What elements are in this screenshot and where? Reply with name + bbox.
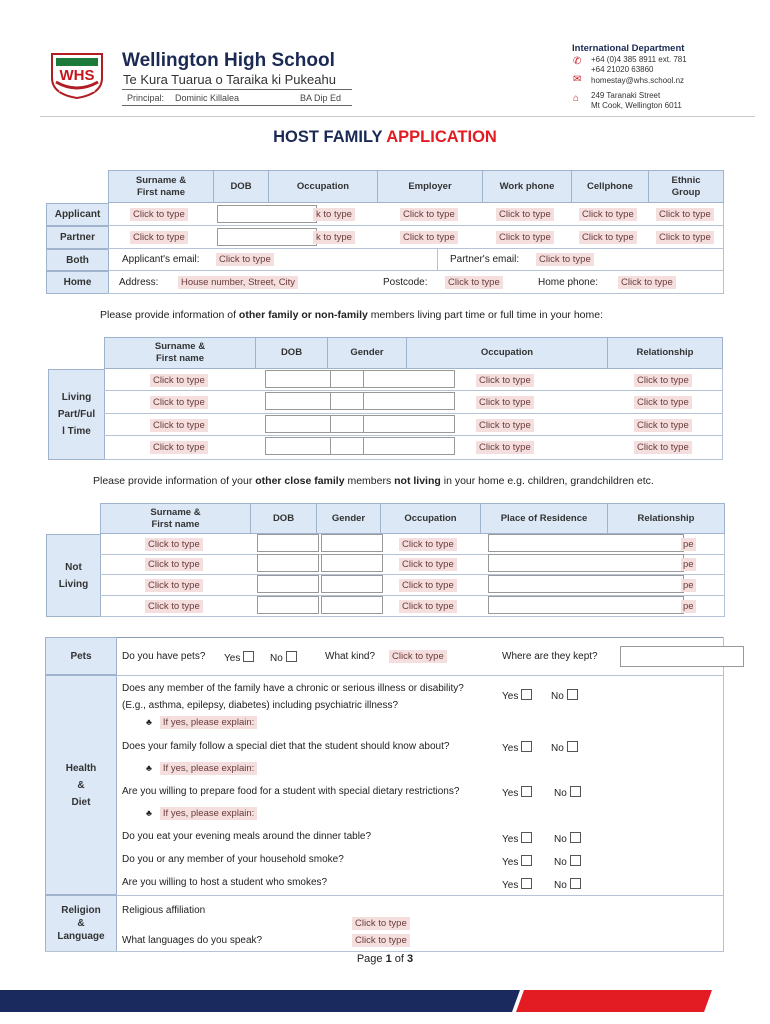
notliving-name-input-2[interactable]: Click to type — [145, 558, 203, 571]
health-q1-explain[interactable]: ♣ If yes, please explain: — [146, 717, 257, 728]
notliving-header-surname: Surname & First name — [100, 503, 251, 534]
partner-work-phone-input[interactable]: Click to type — [496, 231, 554, 244]
contact-address2: Mt Cook, Wellington 6011 — [591, 101, 682, 110]
pets-kind-label: What kind? — [325, 651, 376, 662]
title-part2: APPLICATION — [386, 128, 497, 146]
building-icon: ⌂ — [573, 93, 580, 104]
living-occupation-input-3[interactable]: Click to type — [476, 419, 534, 432]
postcode-input[interactable]: Click to type — [445, 276, 503, 289]
notliving-dob-input-3[interactable] — [257, 575, 319, 593]
living-name-input-1[interactable]: Click to type — [150, 374, 208, 387]
notliving-header-dob: DOB — [250, 503, 317, 534]
living-occupation-input-2[interactable]: Click to type — [476, 396, 534, 409]
health-label: Health & Diet — [45, 675, 117, 895]
notliving-residence-input-4[interactable] — [488, 596, 684, 614]
pets-question: Do you have pets? — [122, 651, 206, 662]
religion-label: Religion & Language — [45, 895, 117, 952]
club-icon: ♣ — [146, 808, 152, 818]
living-name-input-2[interactable]: Click to type — [150, 396, 208, 409]
pets-kind-input[interactable]: Click to type — [389, 650, 447, 663]
religion-q1: Religious affiliation — [122, 905, 206, 916]
pets-no-checkbox[interactable] — [286, 651, 297, 662]
health-q4-yes-checkbox[interactable] — [521, 832, 532, 843]
health-q4-no-checkbox[interactable] — [570, 832, 581, 843]
living-header-surname: Surname & First name — [104, 337, 256, 369]
living-gender-input-2[interactable] — [330, 392, 364, 410]
health-q6: Are you willing to host a student who smokes? — [122, 877, 328, 888]
department-title: International Department — [572, 43, 685, 54]
health-q3-no-checkbox[interactable] — [570, 786, 581, 797]
club-icon: ♣ — [146, 763, 152, 773]
applicant-email-label: Applicant's email: — [122, 254, 200, 265]
living-relationship-input-1[interactable]: Click to type — [634, 374, 692, 387]
notliving-residence-input-2[interactable] — [488, 554, 684, 572]
header-dob: DOB — [213, 170, 269, 203]
notliving-gender-input-3[interactable] — [321, 575, 383, 593]
living-header-relationship: Relationship — [607, 337, 723, 369]
notliving-dob-input-2[interactable] — [257, 554, 319, 572]
phone-icon: ✆ — [573, 56, 582, 67]
principal-quals: BA Dip Ed — [300, 93, 342, 103]
living-occupation-input-1[interactable]: Click to type — [476, 374, 534, 387]
applicant-name-input[interactable]: Click to type — [130, 208, 188, 221]
notliving-relationship-input-4[interactable]: pe — [683, 601, 694, 612]
email-icon: ✉ — [573, 74, 582, 85]
logo-motto: ACQUIRE WISDOM — [58, 88, 96, 93]
school-name: Wellington High School — [122, 50, 335, 71]
page-number: Page 1 of 3 — [356, 953, 414, 965]
living-relationship-input-3[interactable]: Click to type — [634, 419, 692, 432]
header-employer: Employer — [377, 170, 483, 203]
living-header-gender: Gender — [327, 337, 407, 369]
header-work-phone: Work phone — [482, 170, 572, 203]
pets-where-input[interactable] — [620, 646, 744, 667]
living-header-occupation: Occupation — [406, 337, 608, 369]
header-ethnic-group: Ethnic Group — [648, 170, 724, 203]
contact-phone2: +64 21020 63860 — [591, 65, 654, 74]
living-row-label: Living Part/Ful l Time — [48, 369, 105, 460]
living-gender-input-1[interactable] — [330, 370, 364, 388]
health-q5-yes-checkbox[interactable] — [521, 855, 532, 866]
partner-email-label: Partner's email: — [450, 254, 520, 265]
contact-email[interactable]: homestay@whs.school.nz — [591, 76, 685, 85]
pets-yes: Yes — [224, 651, 254, 664]
principal-name: Dominic Killalea — [175, 93, 240, 103]
partner-dob-input[interactable] — [217, 228, 317, 246]
notliving-row-label: Not Living — [46, 534, 101, 617]
notliving-occupation-input-4[interactable]: Click to type — [399, 600, 457, 613]
notliving-residence-input-1[interactable] — [488, 534, 684, 552]
health-q2-no-checkbox[interactable] — [567, 741, 578, 752]
health-q1a: Does any member of the family have a chronic or serious illness or disability? — [122, 683, 464, 694]
notliving-header-relationship: Relationship — [607, 503, 725, 534]
school-logo — [48, 48, 106, 100]
partner-email-input[interactable]: Click to type — [536, 253, 594, 266]
notliving-occupation-input-1[interactable]: Click to type — [399, 538, 457, 551]
club-icon: ♣ — [146, 717, 152, 727]
pets-yes-checkbox[interactable] — [243, 651, 254, 662]
notliving-name-input-4[interactable]: Click to type — [145, 600, 203, 613]
health-q3: Are you willing to prepare food for a student with special dietary restrictions? — [122, 786, 460, 797]
row-label-partner: Partner — [46, 226, 109, 249]
living-relationship-input-2[interactable]: Click to type — [634, 396, 692, 409]
footer-band — [0, 990, 770, 1012]
notliving-gender-input-2[interactable] — [321, 554, 383, 572]
living-relationship-input-4[interactable]: Click to type — [634, 441, 692, 454]
pets-where-label: Where are they kept? — [502, 651, 598, 662]
school-maori-name: Te Kura Tuarua o Taraika ki Pukeahu — [123, 72, 336, 87]
notliving-relationship-input-1[interactable]: pe — [683, 539, 694, 550]
health-q3-yes-checkbox[interactable] — [521, 786, 532, 797]
living-gender-input-3[interactable] — [330, 415, 364, 433]
home-phone-input[interactable]: Click to type — [618, 276, 676, 289]
page-title — [0, 128, 770, 147]
health-q2-explain[interactable]: ♣ If yes, please explain: — [146, 763, 257, 774]
header-surname: Surname & First name — [108, 170, 214, 203]
notliving-residence-input-3[interactable] — [488, 575, 684, 593]
header-cellphone: Cellphone — [571, 170, 649, 203]
languages-q: What languages do you speak? — [122, 935, 263, 946]
applicant-occupation-input[interactable]: k to type — [313, 208, 355, 221]
applicant-work-phone-input[interactable]: Click to type — [496, 208, 554, 221]
notliving-header-gender: Gender — [316, 503, 381, 534]
religion-input[interactable]: Click to type — [352, 917, 410, 930]
applicant-employer-input[interactable]: Click to type — [400, 208, 458, 221]
address-label: Address: — [119, 277, 159, 288]
pets-no: No — [270, 651, 297, 664]
health-q6-yes-checkbox[interactable] — [521, 878, 532, 889]
health-q2: Does your family follow a special diet that the student should know about? — [122, 741, 450, 752]
notliving-relationship-input-2[interactable]: pe — [683, 559, 694, 570]
logo-text: WHS — [59, 67, 95, 84]
home-phone-label: Home phone: — [538, 277, 599, 288]
row-label-applicant: Applicant — [46, 203, 109, 226]
health-q1-no-checkbox[interactable] — [567, 689, 578, 700]
notliving-occupation-input-2[interactable]: Click to type — [399, 558, 457, 571]
partner-occupation-input[interactable]: k to type — [313, 231, 355, 244]
living-name-input-4[interactable]: Click to type — [150, 441, 208, 454]
notliving-dob-input-1[interactable] — [257, 534, 319, 552]
partner-cellphone-input[interactable]: Click to type — [579, 231, 637, 244]
notliving-name-input-3[interactable]: Click to type — [145, 579, 203, 592]
notliving-occupation-input-3[interactable]: Click to type — [399, 579, 457, 592]
health-q1b: (E.g., asthma, epilepsy, diabetes) including psychiatric illness? — [122, 700, 399, 711]
health-q3-explain[interactable]: ♣ If yes, please explain: — [146, 808, 257, 819]
health-q1-yes-checkbox[interactable] — [521, 689, 532, 700]
notliving-gender-input-4[interactable] — [321, 596, 383, 614]
living-occupation-input-4[interactable]: Click to type — [476, 441, 534, 454]
languages-input[interactable]: Click to type — [352, 934, 410, 947]
health-q6-no-checkbox[interactable] — [570, 878, 581, 889]
section2-intro: Please provide information of other family or non-family members living part time or full time in your home: — [100, 309, 604, 321]
pets-label: Pets — [45, 637, 117, 675]
notliving-header-residence: Place of Residence — [480, 503, 608, 534]
postcode-label: Postcode: — [383, 277, 428, 288]
notliving-relationship-input-3[interactable]: pe — [683, 580, 694, 591]
row-label-home: Home — [46, 271, 109, 294]
living-header-dob: DOB — [255, 337, 328, 369]
title-part1: HOST FAMILY — [273, 128, 383, 146]
living-gender-input-4[interactable] — [330, 437, 364, 455]
applicant-email-input[interactable]: Click to type — [216, 253, 274, 266]
health-q4: Do you eat your evening meals around the dinner table? — [122, 831, 372, 842]
living-name-input-3[interactable]: Click to type — [150, 419, 208, 432]
address-input[interactable]: House number, Street, City — [178, 276, 298, 289]
row-label-both: Both — [46, 249, 109, 271]
applicant-ethnic-input[interactable]: Click to type — [656, 208, 714, 221]
health-q5-no-checkbox[interactable] — [570, 855, 581, 866]
applicant-dob-input[interactable] — [217, 205, 317, 223]
notliving-gender-input-1[interactable] — [321, 534, 383, 552]
contact-address1: 249 Taranaki Street — [591, 91, 661, 100]
partner-employer-input[interactable]: Click to type — [400, 231, 458, 244]
health-q2-yes-checkbox[interactable] — [521, 741, 532, 752]
principal-label: Principal: — [127, 93, 165, 103]
partner-ethnic-input[interactable]: Click to type — [656, 231, 714, 244]
header-occupation: Occupation — [268, 170, 378, 203]
notliving-name-input-1[interactable]: Click to type — [145, 538, 203, 551]
health-q5: Do you or any member of your household smoke? — [122, 854, 344, 865]
applicant-cellphone-input[interactable]: Click to type — [579, 208, 637, 221]
contact-phone1: +64 (0)4 385 8911 ext. 781 — [591, 55, 687, 64]
notliving-header-occupation: Occupation — [380, 503, 481, 534]
notliving-dob-input-4[interactable] — [257, 596, 319, 614]
section3-intro: Please provide information of your other close family members not living in your home e.g. children, grandchildren etc. — [93, 475, 654, 487]
partner-name-input[interactable]: Click to type — [130, 231, 188, 244]
